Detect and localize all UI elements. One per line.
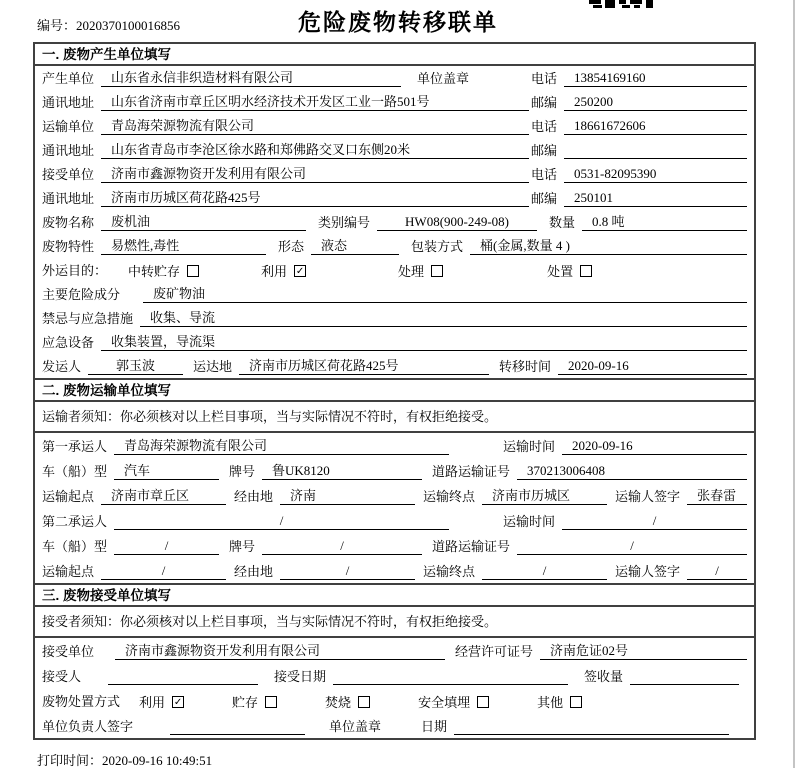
purpose-treat-checkbox xyxy=(431,265,443,277)
first-transport-time-value: 2020-09-16 xyxy=(562,438,747,455)
second-road-permit-value: / xyxy=(517,538,747,555)
zip-label: 邮编 xyxy=(530,191,557,206)
second-vehicle-type-value: / xyxy=(114,538,219,555)
second-transport-time-value: / xyxy=(562,513,747,530)
emergency-equipment-value: 收集装置，导流渠 xyxy=(101,331,747,351)
second-via-value: / xyxy=(280,563,415,580)
receiver-zip-value: 250101 xyxy=(564,190,747,207)
emergency-equipment-row xyxy=(35,330,754,354)
purpose-option-treat xyxy=(398,261,443,280)
transport-origin-label: 运输起点 xyxy=(42,564,95,579)
transport-origin-label: 运输起点 xyxy=(42,489,95,504)
transport-purpose-label: 外运目的： xyxy=(42,263,108,278)
disposal-option-landfill-label: 安全填埋 xyxy=(418,695,471,710)
producer-unit-value: 山东省永信非织造材料有限公司 xyxy=(101,67,401,87)
emergency-equipment-label: 应急设备 xyxy=(42,335,95,350)
waste-trait-row xyxy=(35,234,754,258)
phone-label: 电话 xyxy=(530,71,557,86)
transporter-unit-label: 运输单位 xyxy=(42,119,95,134)
waste-trait-label: 废物特性 xyxy=(42,239,95,254)
accept-date-label: 接受日期 xyxy=(274,669,327,684)
acceptor-value-blank xyxy=(108,670,258,685)
receiver-unit-value: 济南市鑫源物资开发利用有限公司 xyxy=(101,163,529,183)
destination-value: 济南市历城区荷花路425号 xyxy=(239,355,489,375)
transporter-signature-label: 运输人签字 xyxy=(615,564,681,579)
phone-label: 电话 xyxy=(530,167,557,182)
head-signature-value-blank xyxy=(170,720,305,735)
first-carrier-value: 青岛海荣源物流有限公司 xyxy=(114,435,449,455)
transporter-unit-row xyxy=(35,114,754,138)
document-header xyxy=(0,0,796,42)
page-right-edge xyxy=(793,0,795,768)
serial-number-value: 2020370100016856 xyxy=(76,18,181,33)
producer-zip-value: 250200 xyxy=(564,94,747,111)
disposal-option-other-label: 其他 xyxy=(537,695,564,710)
first-carrier-label: 第一承运人 xyxy=(42,439,108,454)
via-place-label: 经由地 xyxy=(234,489,274,504)
category-code-label: 类别编号 xyxy=(318,215,371,230)
phone-label: 电话 xyxy=(530,119,557,134)
section-producer-title: 一. 废物产生单位填写 xyxy=(35,44,754,66)
receiver-phone-value: 0531-82095390 xyxy=(564,166,747,183)
transporter-notice: 运输者须知：你必须核对以上栏目事项，当与实际情况不符时，有权拒绝接受。 xyxy=(35,402,754,433)
disposal-option-incinerate xyxy=(325,692,370,711)
disposal-storage-checkbox xyxy=(265,696,277,708)
producer-phone-value: 13854169160 xyxy=(564,70,747,87)
waste-form-label: 形态 xyxy=(278,239,305,254)
section-receiver-title: 三. 废物接受单位填写 xyxy=(35,585,754,607)
purpose-option-utilize xyxy=(261,261,306,280)
transport-purpose-row xyxy=(35,258,754,282)
transporter-address-row xyxy=(35,138,754,162)
acceptor-row xyxy=(35,663,754,688)
shipper-value: 郭玉波 xyxy=(88,355,183,375)
signed-quantity-label: 签收量 xyxy=(584,669,624,684)
first-road-permit-value: 370213006408 xyxy=(517,463,747,480)
first-carrier-row xyxy=(35,433,754,458)
transport-end-label: 运输终点 xyxy=(423,489,476,504)
category-code-value: HW08(900-249-08) xyxy=(377,214,537,231)
waste-name-row xyxy=(35,210,754,234)
purpose-option-utilize-label: 利用 xyxy=(261,264,288,279)
first-plate-number-value: 鲁UK8120 xyxy=(262,460,422,480)
purpose-dispose-checkbox xyxy=(580,265,592,277)
section-transporter-title: 二. 废物运输单位填写 xyxy=(35,380,754,402)
print-time-line xyxy=(37,750,212,768)
qr-code-fragment-icon xyxy=(589,0,655,10)
quantity-label: 数量 xyxy=(549,215,576,230)
waste-trait-value: 易燃性,毒性 xyxy=(101,235,266,255)
road-permit-label: 道路运输证号 xyxy=(432,539,511,554)
first-vehicle-row xyxy=(35,458,754,483)
first-origin-value: 济南市章丘区 xyxy=(101,485,226,505)
print-time-value: 2020-09-16 10:49:51 xyxy=(102,753,213,768)
transporter-address-value: 山东省青岛市李沧区徐水路和郑佛路交叉口东侧20米 xyxy=(101,139,529,159)
disposal-other-checkbox xyxy=(570,696,582,708)
second-carrier-value: / xyxy=(114,513,449,530)
disposal-option-utilize xyxy=(139,692,184,711)
purpose-option-transfer-storage xyxy=(128,261,199,280)
transporter-phone-value: 18661672606 xyxy=(564,118,747,135)
disposal-option-utilize-label: 利用 xyxy=(139,695,166,710)
second-origin-value: / xyxy=(101,563,226,580)
hazard-component-row xyxy=(35,282,754,306)
taboo-measures-row xyxy=(35,306,754,330)
taboo-measures-label: 禁忌与应急措施 xyxy=(42,311,134,326)
second-plate-number-value: / xyxy=(262,538,422,555)
transport-end-label: 运输终点 xyxy=(423,564,476,579)
disposal-option-storage xyxy=(232,692,277,711)
address-label: 通讯地址 xyxy=(42,191,95,206)
zip-label: 邮编 xyxy=(530,95,557,110)
transporter-zip-value xyxy=(564,144,747,159)
acceptor-label: 接受人 xyxy=(42,669,82,684)
first-vehicle-type-value: 汽车 xyxy=(114,460,219,480)
producer-unit-label: 产生单位 xyxy=(42,71,95,86)
date-value-blank xyxy=(454,720,729,735)
road-permit-label: 道路运输证号 xyxy=(432,464,511,479)
disposal-option-incinerate-label: 焚烧 xyxy=(325,695,352,710)
license-number-value: 济南危证02号 xyxy=(540,640,747,660)
vehicle-type-label: 车（船）型 xyxy=(42,464,108,479)
second-carrier-label: 第二承运人 xyxy=(42,514,108,529)
head-signature-label: 单位负责人签字 xyxy=(42,719,134,734)
receiver-unit-row xyxy=(35,162,754,186)
first-via-value: 济南 xyxy=(280,485,415,505)
waste-name-value: 废机油 xyxy=(101,211,306,231)
disposal-utilize-checkbox: ✓ xyxy=(173,696,183,708)
second-vehicle-row xyxy=(35,533,754,558)
address-label: 通讯地址 xyxy=(42,95,95,110)
disposal-method-label: 废物处置方式 xyxy=(42,694,121,709)
plate-number-label: 牌号 xyxy=(229,464,256,479)
vehicle-type-label: 车（船）型 xyxy=(42,539,108,554)
disposal-landfill-checkbox xyxy=(477,696,489,708)
serial-number-label: 编号： xyxy=(37,18,77,33)
producer-address-value: 山东省济南市章丘区明水经济技术开发区工业一路501号 xyxy=(101,91,529,111)
purpose-option-transfer-storage-label: 中转贮存 xyxy=(128,264,181,279)
unit-seal-label: 单位盖章 xyxy=(329,719,382,734)
disposal-method-row xyxy=(35,688,754,713)
receiver-address-row xyxy=(35,186,754,210)
second-transporter-signature-value: / xyxy=(687,563,747,580)
purpose-option-dispose xyxy=(547,261,592,280)
receiver-unit-label: 接受单位 xyxy=(42,167,95,182)
purpose-transfer-storage-checkbox xyxy=(187,265,199,277)
purpose-option-treat-label: 处理 xyxy=(398,264,425,279)
first-transporter-signature-value: 张春雷 xyxy=(687,485,747,505)
waste-form-value: 液态 xyxy=(311,235,399,255)
taboo-measures-value: 收集、导流 xyxy=(140,307,747,327)
accept-date-value-blank xyxy=(333,670,568,685)
head-signature-row xyxy=(35,713,754,738)
receiver-notice: 接受者须知：你必须核对以上栏目事项，当与实际情况不符时，有权拒绝接受。 xyxy=(35,607,754,638)
date-label: 日期 xyxy=(420,719,447,734)
zip-label: 邮编 xyxy=(530,143,557,158)
purpose-option-dispose-label: 处置 xyxy=(547,264,574,279)
section-receiver xyxy=(35,583,754,738)
transport-time-label: 运输时间 xyxy=(502,514,555,529)
transporter-unit-value: 青岛海荣源物流有限公司 xyxy=(101,115,529,135)
quantity-value: 0.8 吨 xyxy=(582,211,747,231)
producer-address-row xyxy=(35,90,754,114)
shipper-label: 发运人 xyxy=(42,359,82,374)
first-end-value: 济南市历城区 xyxy=(482,485,607,505)
license-number-label: 经营许可证号 xyxy=(455,644,534,659)
shipper-row xyxy=(35,354,754,378)
address-label: 通讯地址 xyxy=(42,143,95,158)
print-time-label: 打印时间： xyxy=(37,753,103,768)
disposal-option-other xyxy=(537,692,582,711)
packing-value: 桶(金属,数量 4 ) xyxy=(470,235,747,255)
transfer-time-value: 2020-09-16 xyxy=(558,358,747,375)
disposal-option-storage-label: 贮存 xyxy=(232,695,259,710)
destination-label: 运达地 xyxy=(193,359,233,374)
second-end-value: / xyxy=(482,563,607,580)
disposal-incinerate-checkbox xyxy=(358,696,370,708)
second-carrier-row xyxy=(35,508,754,533)
document-title: 危险废物转移联单 xyxy=(298,9,498,35)
producer-unit-row xyxy=(35,66,754,90)
second-route-row xyxy=(35,558,754,583)
section-producer xyxy=(35,44,754,378)
waste-name-label: 废物名称 xyxy=(42,215,95,230)
transport-time-label: 运输时间 xyxy=(502,439,555,454)
transfer-time-label: 转移时间 xyxy=(499,359,552,374)
signed-quantity-value-blank xyxy=(630,670,739,685)
packing-label: 包装方式 xyxy=(411,239,464,254)
purpose-utilize-checkbox: ✓ xyxy=(295,265,305,277)
accepting-unit-row xyxy=(35,638,754,663)
hazard-component-label: 主要危险成分 xyxy=(42,287,121,302)
hazard-component-value: 废矿物油 xyxy=(143,283,747,303)
transporter-signature-label: 运输人签字 xyxy=(615,489,681,504)
accepting-unit-label: 接受单位 xyxy=(42,644,95,659)
plate-number-label: 牌号 xyxy=(229,539,256,554)
unit-seal-label: 单位盖章 xyxy=(417,71,470,86)
disposal-option-landfill xyxy=(418,692,489,711)
section-transporter xyxy=(35,378,754,583)
transfer-form-table xyxy=(33,42,756,740)
first-route-row xyxy=(35,483,754,508)
receiver-address-value: 济南市历城区荷花路425号 xyxy=(101,187,529,207)
accepting-unit-value: 济南市鑫源物资开发利用有限公司 xyxy=(115,640,445,660)
via-place-label: 经由地 xyxy=(234,564,274,579)
